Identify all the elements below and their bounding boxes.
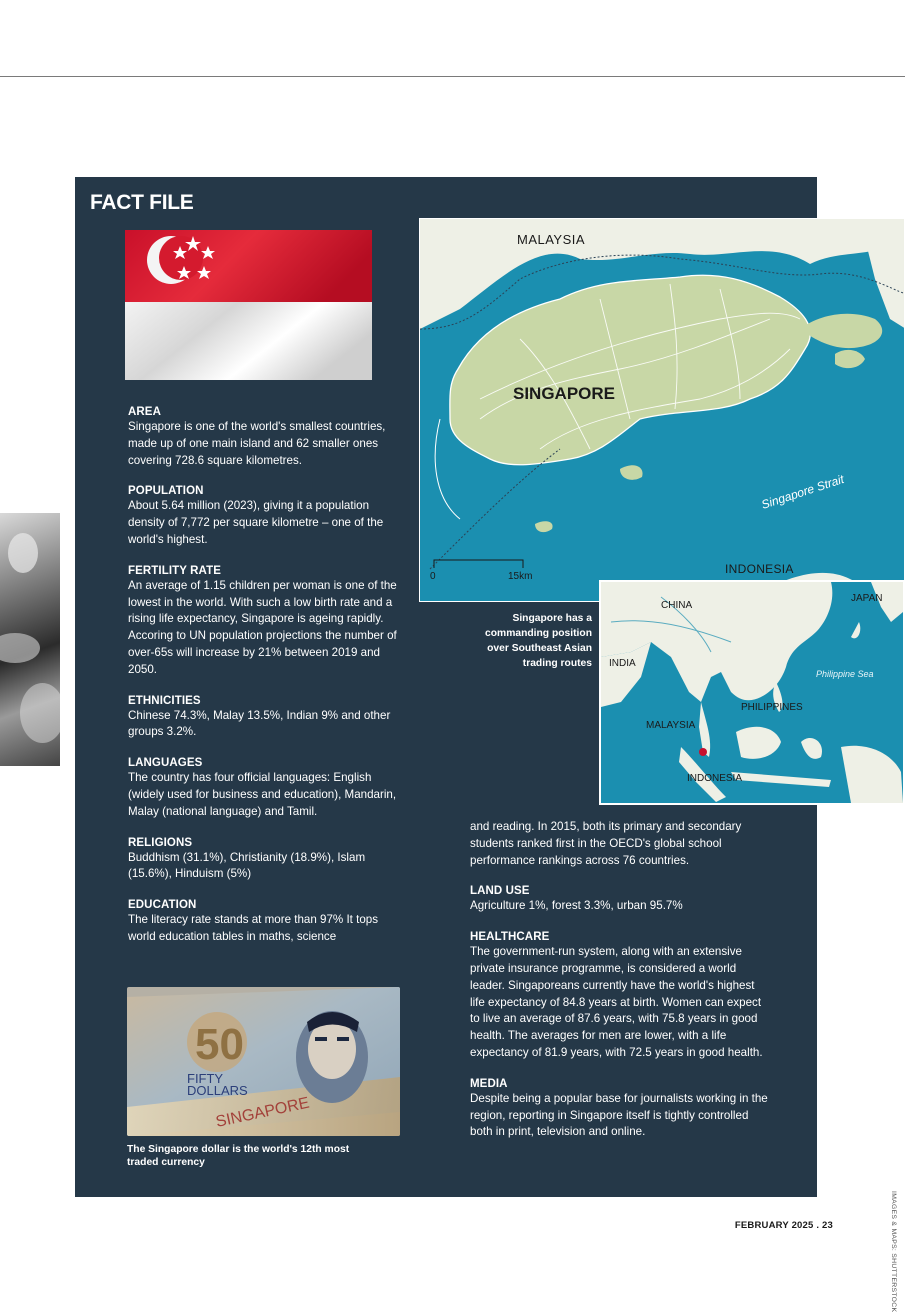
singapore-marker [699,748,707,756]
fact-heading: RELIGIONS [128,836,193,849]
fact-religions [128,836,408,884]
panel-title: FACT FILE [90,191,194,214]
header-rule [0,76,905,77]
fact-body: About 5.64 million (2023), giving it a population density of 7,772 per square kilometre – one of the world's highest. [128,499,384,546]
fact-heading: ETHNICITIES [128,694,201,707]
fact-body: An average of 1.15 children per woman is one of the lowest in the world. With such a low birth rate and a rising life expectancy, Singapore is ageing rapidly. Accoring to UN population projections the number of over-65s will increase by 21% between 2019 and 2050. [128,578,397,676]
fact-heading: AREA [128,406,161,418]
fact-body: Chinese 74.3%, Malay 13.5%, Indian 9% and other groups 3.2%. [128,708,391,739]
fact-heading: POPULATION [128,485,204,498]
banknote-line2: DOLLARS [187,1083,248,1098]
map-label-indonesia: INDONESIA [725,562,794,576]
fact-body: The country has four official languages: English (widely used for business and education), Mandarin, Malay (national language) and Tamil. [128,771,397,818]
banknote-photo [127,987,400,1136]
inset-label-malaysia: MALAYSIA [646,720,696,731]
singapore-flag [125,230,372,380]
fact-area [128,405,408,469]
fact-heading: FERTILITY RATE [128,564,221,577]
scale-end: 15km [508,571,533,582]
inset-label-china: CHINA [661,600,693,611]
scale-start: 0 [430,571,436,582]
adjacent-page-photo [0,513,60,766]
fact-body: Despite being a popular base for journalists working in the region, reporting in Singapore itself is tightly controlled both in print, television and online. [470,1091,768,1139]
singapore-map [419,218,905,602]
fact-body: and reading. In 2015, both its primary and secondary students ranked first in the OECD's global school performance rankings across 76 countries. [470,820,742,867]
inset-label-philippines: PHILIPPINES [741,702,803,713]
fact-body: Singapore is one of the world's smallest countries, made up of one main island and 62 smaller ones covering 728.6 square kilometres. [128,420,386,467]
fact-heading: MEDIA [470,1077,508,1090]
map-label-strait: Singapore Strait [759,471,846,512]
fact-education-continued [470,819,770,869]
fact-fertility-rate [128,564,408,679]
fact-heading: HEALTHCARE [470,931,550,944]
fact-body: Buddhism (31.1%), Christianity (18.9%), Islam (15.6%), Hinduism (5%) [128,850,366,881]
banknote-value: 50 [195,1020,244,1069]
facts-left-column [128,405,408,961]
banknote-country: SINGAPORE [214,1094,311,1131]
inset-label-philippine-sea: Philippine Sea [816,669,874,679]
inset-label-india: INDIA [609,658,636,669]
inset-label-indonesia: INDONESIA [687,773,743,784]
map-label-singapore: SINGAPORE [513,384,616,403]
banknote-caption: The Singapore dollar is the world's 12th most traded currency [127,1144,350,1168]
fact-body: The government-run system, along with an extensive private insurance programme, is considered a world leader. Singaporeans currently have the world's highest life expectancy of 84.8 years at birth. Women can expect to live an average of 87.6 years, with 75.8 years in good health. The averages for men are lower, with a life expectancy of 81.9 years, with 72.5 years in good health. [470,945,763,1059]
fact-heading: EDUCATION [128,899,197,912]
region-inset-map [599,580,905,805]
fact-heading: LANGUAGES [128,757,203,770]
fact-healthcare [470,930,770,1062]
fact-languages [128,756,408,820]
fact-file-panel: FACT FILE AREA Singapore is one of the world's smallest countries, made up of one main island and 62 smaller ones covering 728.6 square kilometres. POPULATION About 5.64 million (2023), giving it a population density of 7,772 per square kilometre – one of the world's highest. FERTILITY RATE An average of 1.15 children per woman is one of the lowest in the world. With such a low birth rate and a rising life expectancy, Singapore is ageing rapidly. Accoring to UN population projections the number of over-65s will increase by 21% between 2019 and 2050. ETHNICITIES Chinese 74.3%, Malay 13.5%, Indian 9% and other groups 3.2%. LANGUAGES The country has four official languages: English (widely used for business and education), Mandarin, Malay (national language) and Tamil. RELIGIONS Buddhism (31.1%), Christianity (18.9%), Islam (15.6%), Hinduism (5%) EDUCATION The literacy rate stands at more than 97% It tops world education tables in maths, science 50 FIFTY DOLLARS SINGAPORE The Singapore dollar is the world's 12th most traded currency IMAGES & MAPS: SHUTTERSTOCK [75,177,817,1197]
inset-label-japan: JAPAN [851,593,883,604]
fact-body: The literacy rate stands at more than 97% It tops world education tables in maths, science [128,913,379,943]
fact-heading: LAND USE [470,885,530,898]
fact-education [128,898,408,946]
fact-land-use [470,884,770,915]
banknote-line1: FIFTY [187,1071,224,1086]
fact-ethnicities [128,694,408,742]
fact-population [128,484,408,548]
map-label-malaysia: MALAYSIA [517,232,586,247]
fact-body: Agriculture 1%, forest 3.3%, urban 95.7% [470,899,683,913]
facts-right-column [470,819,770,1156]
page-folio: FEBRUARY 2025 . 23 [734,1220,833,1231]
fact-media [470,1077,770,1141]
map-caption: Singapore has a commanding position over Southeast Asian trading routes [485,613,592,669]
